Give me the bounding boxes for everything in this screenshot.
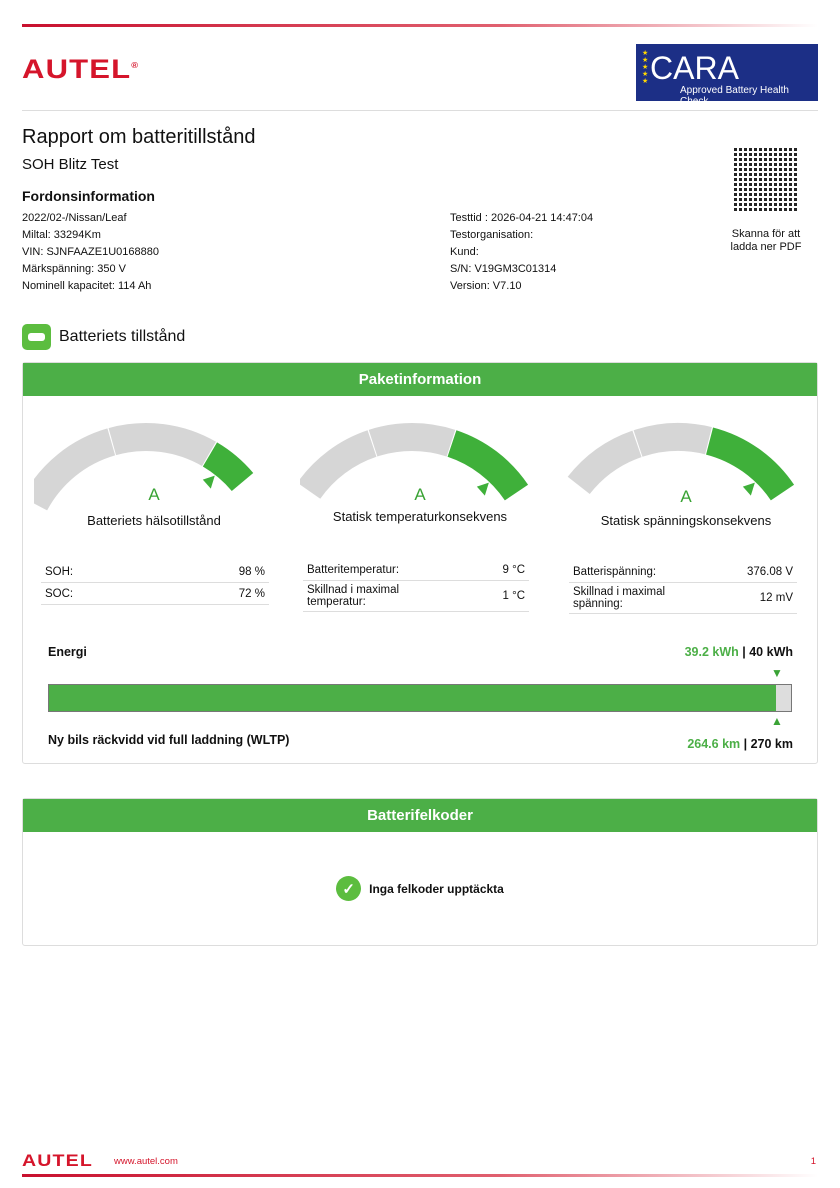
gauge-label: Statisk temperaturkonsekvens <box>332 509 508 524</box>
gauge-label: Batteriets hälsotillstånd <box>87 513 221 528</box>
report-title: Rapport om batteritillstånd <box>22 126 256 148</box>
gauge-grade: A <box>414 485 426 504</box>
triangle-down-icon: ▼ <box>771 666 783 680</box>
stars-icon: ★ ★ ★ ★ ★ <box>642 50 649 85</box>
divider <box>22 110 818 111</box>
footer-logo: AUTEL <box>22 1151 93 1170</box>
energy-value: 39.2 kWh <box>684 645 739 659</box>
section-title: Batteriets tillstånd <box>59 328 186 345</box>
energy-values: 39.2 kWh | 40 kWh <box>684 645 793 659</box>
table-row <box>303 559 529 581</box>
page-number: 1 <box>810 1156 816 1167</box>
test-time: Testtid : 2026-04-21 14:47:04 <box>450 212 594 224</box>
serial-number: S/N: V19GM3C01314 <box>450 263 557 275</box>
triangle-up-icon: ▲ <box>771 714 783 728</box>
customer: Kund: <box>450 246 479 258</box>
row-key: SOH: <box>45 565 74 578</box>
bottom-rule <box>22 1174 818 1177</box>
range-values: 264.6 km | 270 km <box>687 737 793 751</box>
rated-voltage: Märkspänning: 350 V <box>22 263 126 275</box>
gauge-segment-gray <box>634 423 712 457</box>
gauge-temperature <box>295 413 545 524</box>
nominal-capacity: Nominell kapacitet: 114 Ah <box>22 280 152 292</box>
energy-bar <box>48 684 792 712</box>
qr-caption: Skanna för att ladda ner PDF <box>730 228 802 253</box>
vehicle-info-heading: Fordonsinformation <box>22 188 155 204</box>
gauge-segment-gray <box>109 423 216 466</box>
table-row <box>569 561 797 583</box>
top-rule <box>22 24 818 27</box>
gauge-voltage <box>561 413 811 528</box>
gauge-segment-gray <box>369 423 456 456</box>
energy-bar-fill <box>49 685 776 711</box>
voltage-table <box>569 561 797 614</box>
cara-badge <box>636 44 818 107</box>
row-value: 12 mV <box>759 592 793 604</box>
row-key: Batteritemperatur: <box>307 563 400 576</box>
row-key: Batterispänning: <box>573 565 657 578</box>
soh-table <box>41 561 269 605</box>
row-key: Skillnad i maximal temperatur: <box>307 584 400 608</box>
no-faults-message <box>23 876 817 901</box>
fault-message: Inga felkoder upptäckta <box>369 881 504 896</box>
autel-logo: AUTEL® <box>22 54 140 84</box>
table-row <box>41 583 269 605</box>
pack-info-panel <box>22 362 818 764</box>
gauge-health <box>29 413 279 528</box>
row-value: 1 °C <box>502 590 525 602</box>
temperature-table <box>303 559 529 612</box>
table-row <box>41 561 269 583</box>
qr-code[interactable] <box>734 147 798 211</box>
mileage: Miltal: 33294Km <box>22 229 101 241</box>
row-value: 376.08 V <box>746 565 793 578</box>
table-row <box>569 583 797 614</box>
section-header <box>22 324 185 350</box>
version: Version: V7.10 <box>450 280 522 292</box>
gauge-grade: A <box>680 487 692 506</box>
energy-max: 40 kWh <box>749 645 793 659</box>
row-key: Skillnad i maximal spänning: <box>573 586 666 610</box>
energy-label: Energi <box>48 645 87 659</box>
range-max: 270 km <box>750 737 793 751</box>
test-info <box>450 210 593 295</box>
gauge-grade: A <box>148 485 160 504</box>
range-value: 264.6 km <box>687 737 741 751</box>
fault-codes-panel <box>22 798 818 946</box>
gauge-segment-gray <box>568 431 642 494</box>
vin: VIN: SJNFAAZE1U0168880 <box>22 246 159 258</box>
row-value: 9 °C <box>502 563 525 576</box>
row-key: SOC: <box>45 587 74 600</box>
badge-subtitle: Approved Battery Health Check <box>680 85 789 107</box>
report-subtitle: SOH Blitz Test <box>22 156 119 173</box>
range-label: Ny bils räckvidd vid full laddning (WLTP) <box>48 733 290 747</box>
vehicle-info <box>22 210 159 295</box>
test-org: Testorganisation: <box>450 229 534 241</box>
panel-title: Paketinformation <box>23 363 817 396</box>
table-row <box>303 581 529 612</box>
row-value: 98 % <box>238 565 265 578</box>
panel-title: Batterifelkoder <box>23 799 817 832</box>
check-icon: ✓ <box>336 876 361 901</box>
vehicle-model: 2022/02-/Nissan/Leaf <box>22 212 127 224</box>
gauge-label: Statisk spänningskonsekvens <box>600 513 772 528</box>
badge-title: CARA <box>650 50 739 86</box>
battery-icon <box>22 324 51 350</box>
footer-url[interactable]: www.autel.com <box>114 1156 178 1167</box>
row-value: 72 % <box>238 587 265 600</box>
